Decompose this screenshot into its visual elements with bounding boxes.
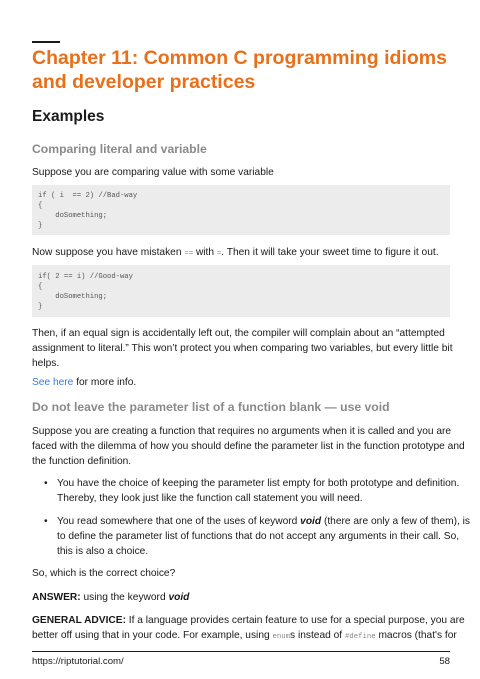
paragraph-line: Suppose you are creating a function that requires no arguments when it is called and you are: [32, 426, 452, 437]
mistake-text: with: [193, 247, 217, 258]
advice-text: better off using that in your code. For example, using: [32, 630, 273, 641]
mistake-text: . Then it will take your sweet time to figure it out.: [221, 247, 439, 258]
list-item: [44, 514, 471, 559]
page-number: 58: [439, 656, 450, 667]
paragraph-line: the function definition.: [32, 456, 132, 467]
paragraph-line: assignment to literal.” This won’t protect you when comparing two variables, but every little bit: [32, 343, 453, 354]
answer-paragraph: [32, 590, 452, 605]
advice-text: If a language provides certain feature to use for a special purpose, you are: [125, 615, 465, 626]
list-item: [44, 476, 460, 506]
bullet-line: Thereby, they look just like the function call statement you will need.: [57, 493, 363, 504]
paragraph-line: [32, 613, 465, 628]
inline-code-define: #define: [344, 633, 376, 641]
section2-intro: [32, 424, 465, 469]
advice-label: GENERAL ADVICE:: [32, 615, 126, 626]
code-block-good-way: [32, 265, 450, 317]
chapter-title-line1: Chapter 11: Common C programming idioms: [32, 47, 447, 69]
code-line: }: [38, 222, 43, 230]
code-line: }: [38, 303, 43, 311]
paragraph-line: helps.: [32, 358, 60, 369]
code-line: if( 2 == i) //Good-way: [38, 273, 133, 281]
see-here-link[interactable]: See here: [32, 377, 74, 388]
chapter-rule: [32, 41, 60, 43]
mistake-text: Now suppose you have mistaken: [32, 247, 185, 258]
section-heading-void: Do not leave the parameter list of a function blank — use void: [32, 400, 390, 414]
literal-paragraph: [32, 326, 452, 371]
code-line: doSomething;: [38, 293, 108, 301]
code-line: if ( i == 2) //Bad-way: [38, 192, 138, 200]
keyword-void: void: [168, 592, 190, 603]
bullet-line: to define the parameter list of functions that do not accept any arguments in their call. So,: [57, 531, 460, 542]
advice-paragraph: [32, 613, 465, 645]
section1-intro: Suppose you are comparing value with some variable: [32, 167, 274, 178]
bullet-icon: •: [44, 478, 48, 489]
inline-code-equality: ==: [184, 250, 194, 258]
paragraph-line: faced with the dilemma of how you should define the parameter list in the function prototype and: [32, 441, 465, 452]
paragraph-line: Then, if an equal sign is accidentally left out, the compiler will complain about an “attempted: [32, 328, 445, 339]
answer-text: using the keyword: [80, 592, 169, 603]
bullet-text: (there are only a few of them), is: [321, 516, 471, 527]
section-heading-comparing: Comparing literal and variable: [32, 142, 207, 156]
bullet-text: You read somewhere that one of the uses of keyword: [57, 516, 301, 527]
code-line: doSomething;: [38, 212, 108, 220]
bullet-line: [57, 514, 471, 529]
bullet-line: You have the choice of keeping the parameter list empty for both prototype and definition.: [57, 478, 460, 489]
see-here-paragraph: [32, 375, 452, 390]
bullet-line: this is also a choice.: [57, 546, 149, 557]
advice-text: macros (that's for: [375, 630, 457, 641]
code-line: {: [38, 202, 43, 210]
footer-url: https://riptutorial.com/: [32, 656, 124, 667]
code-block-bad-way: [32, 185, 450, 235]
keyword-void: void: [300, 516, 322, 527]
mistake-paragraph: [32, 245, 452, 262]
bullet-icon: •: [44, 516, 48, 527]
see-here-rest: for more info.: [73, 377, 137, 388]
question-paragraph: So, which is the correct choice?: [32, 568, 176, 579]
chapter-title: [32, 46, 452, 94]
inline-code-assign: =: [216, 250, 222, 258]
inline-code-enum: enum: [272, 633, 291, 641]
advice-text: s instead of: [290, 630, 345, 641]
paragraph-line: [32, 628, 457, 645]
examples-heading: Examples: [32, 108, 105, 125]
answer-label: ANSWER:: [32, 592, 81, 603]
code-line: {: [38, 283, 43, 291]
chapter-title-line2: and developer practices: [32, 71, 256, 93]
footer-rule: [32, 651, 450, 652]
